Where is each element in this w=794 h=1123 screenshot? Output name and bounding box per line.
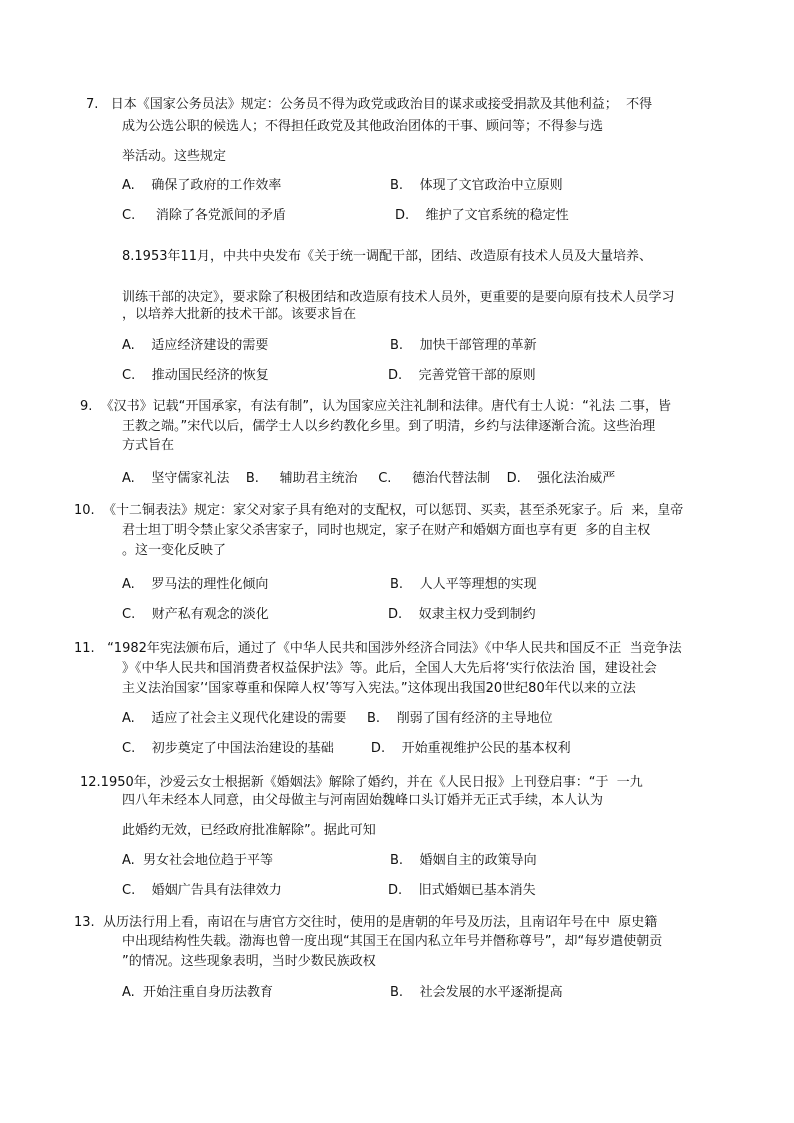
question-11-stem-line-2: 》《中华人民共和国消费者权益保护法》等。此后，全国人大先后将‘实行依法治 国，建设社会 — [122, 661, 657, 676]
question-7-stem-line-2: 成为公选公职的候选人；不得担任政党及其他政治团体的干事、顾问等；不得参与选 — [122, 119, 604, 134]
question-12-option-c[interactable]: C. 婚姻广告具有法律效力 — [122, 883, 282, 898]
question-7-stem-line-3: 举活动。这些规定 — [122, 149, 227, 164]
question-8-stem-line-3: ，以培养大批新的技术干部。该要求旨在 — [122, 307, 357, 322]
question-10-option-c[interactable]: C. 财产私有观念的淡化 — [122, 607, 269, 622]
question-10-option-a[interactable]: A. 罗马法的理性化倾向 — [122, 577, 269, 592]
question-13-stem-line-2: 中出现结构性失载。渤海也曾一度出现“其国王在国内私立年号并僭称尊号”，却“每岁遣使朝贡 — [122, 934, 663, 949]
question-8-option-d[interactable]: D. 完善党管干部的原则 — [388, 368, 536, 383]
question-12-stem-line-1: 12.1950年，沙爱云女士根据新《婚姻法》解除了婚约，并在《人民日报》上刊登启事：“于 一九 — [80, 775, 643, 790]
question-7-option-b[interactable]: B. 体现了文官政治中立原则 — [390, 178, 563, 193]
question-8-stem-line-2: 训练干部的决定》，要求除了积极团结和改造原有技术人员外，更重要的是要向原有技术人员学习 — [122, 290, 675, 305]
question-7-option-c[interactable]: C. 消除了各党派间的矛盾 — [122, 208, 286, 223]
question-9-stem-line-3: 方式旨在 — [122, 438, 175, 453]
question-12-stem-line-2: 四八年未经本人同意，由父母做主与河南固始魏峰口头订婚并无正式手续，本人认为 — [122, 793, 604, 808]
question-11-options-ab[interactable]: A. 适应了社会主义现代化建设的需要 B. 削弱了国有经济的主导地位 — [122, 711, 553, 726]
question-10-option-d[interactable]: D. 奴隶主权力受到制约 — [388, 607, 536, 622]
question-8-option-a[interactable]: A. 适应经济建设的需要 — [122, 338, 269, 353]
question-13-stem-line-3: ”的情况。这些现象表明，当时少数民族政权 — [122, 954, 376, 969]
question-12-option-b[interactable]: B. 婚姻自主的政策导向 — [390, 853, 537, 868]
question-13-stem-line-1: 13. 从历法行用上看，南诏在与唐官方交往时，使用的是唐朝的年号及历法，且南诏年号在中 原史籍 — [74, 915, 658, 930]
question-7-option-d[interactable]: D. 维护了文官系统的稳定性 — [395, 208, 569, 223]
question-12-option-a[interactable]: A. 男女社会地位趋于平等 — [122, 853, 274, 868]
question-11-options-cd[interactable]: C. 初步奠定了中国法治建设的基础 D. 开始重视维护公民的基本权利 — [122, 741, 571, 756]
question-10-stem-line-3: 。这一变化反映了 — [122, 543, 227, 558]
question-8-option-b[interactable]: B. 加快干部管理的革新 — [390, 338, 537, 353]
question-12-stem-line-3: 此婚约无效，已经政府批准解除”。据此可知 — [122, 823, 376, 838]
question-12-option-d[interactable]: D. 旧式婚姻已基本消失 — [388, 883, 536, 898]
question-9-stem-line-1: 9. 《汉书》记载“开国承家，有法有制”，认为国家应关注礼制和法律。唐代有士人说：“礼法 二事，皆 — [80, 399, 672, 414]
question-10-stem-line-2: 君士坦丁明令禁止家父杀害家子，同时也规定，家子在财产和婚姻方面也享有更 多的自主权 — [122, 523, 651, 538]
question-11-stem-line-1: 11. “1982年宪法颁布后，通过了《中华人民共和国涉外经济合同法》《中华人民共和国反不正 当竞争法 — [74, 641, 682, 656]
question-13-option-b[interactable]: B. 社会发展的水平逐渐提高 — [390, 985, 563, 1000]
question-11-stem-line-3: 主义法治国家’‘国家尊重和保障人权’等写入宪法。”这体现出我国20世纪80年代以来的立法 — [122, 681, 636, 696]
question-13-option-a[interactable]: A. 开始注重自身历法教育 — [122, 985, 274, 1000]
question-9-stem-line-2: 王教之端。”宋代以后，儒学士人以乡约教化乡里。到了明清，乡约与法律逐渐合流。这些治理 — [122, 419, 656, 434]
question-7-stem-line-1: 7. 日本《国家公务员法》规定：公务员不得为政党或政治目的谋求或接受捐款及其他利益； 不得 — [86, 97, 653, 112]
question-9-options[interactable]: A. 坚守儒家礼法 B. 辅助君主统治 C. 德治代替法制 D. 强化法治威严 — [122, 471, 616, 486]
question-8-option-c[interactable]: C. 推动国民经济的恢复 — [122, 368, 269, 383]
question-7-option-a[interactable]: A. 确保了政府的工作效率 — [122, 178, 282, 193]
question-10-stem-line-1: 10. 《十二铜表法》规定：家父对家子具有绝对的支配权，可以惩罚、买卖，甚至杀死家子。后 来，皇帝 — [74, 503, 684, 518]
question-8-stem-line-1: 8.1953年11月，中共中央发布《关于统一调配干部，团结、改造原有技术人员及大量培养、 — [122, 249, 653, 264]
question-10-option-b[interactable]: B. 人人平等理想的实现 — [390, 577, 537, 592]
